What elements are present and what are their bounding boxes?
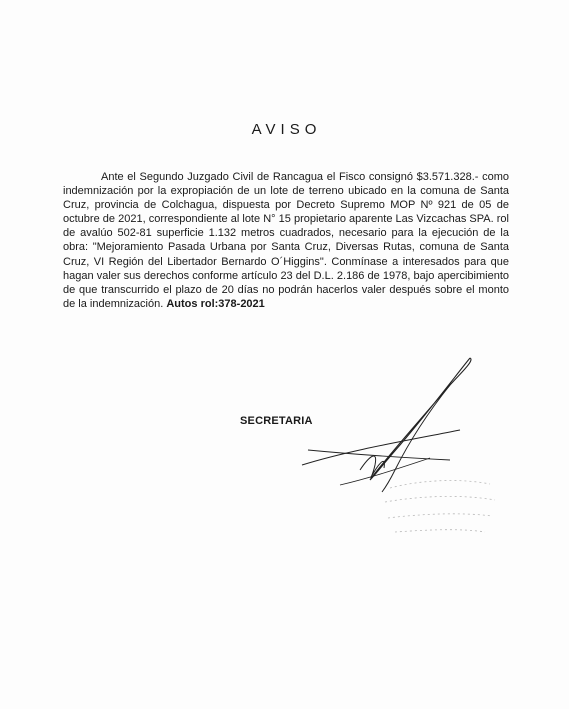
- signer-title: SECRETARIA: [240, 415, 313, 427]
- document-title: AVISO: [251, 121, 322, 138]
- notice-paragraph: Ante el Segundo Juzgado Civil de Rancagua el Fisco consignó $3.571.328.- como indemnización por la expropiación de un lote de terreno ubicado en la comuna de Santa Cruz, provincia de Colchagua, dispuesta por Decreto Supremo MOP Nº 921 de 05 de octubre de 2021, correspondiente al lote N° 15 propietario aparente Las Vizcachas SPA. rol de avalúo 502-81 superficie 1.132 metros cuadrados, necesario para la ejecución de la obra: "Mejoramiento Pasada Urbana por Santa Cruz, Diversas Rutas, comuna de Santa Cruz, VI Región del Libertador Bernardo O´Higgins". Conmínase a interesados para que hagan valer sus derechos conforme artículo 23 del D.L. 2.186 de 1978, bajo apercibimiento de que transcurrido el plazo de 20 días no podrán hacerlos valer después sobre el monto de la indemnización.: [63, 171, 509, 310]
- case-number: Autos rol:378-2021: [166, 297, 265, 310]
- faint-stamp: [380, 470, 500, 550]
- notice-body: [63, 170, 509, 311]
